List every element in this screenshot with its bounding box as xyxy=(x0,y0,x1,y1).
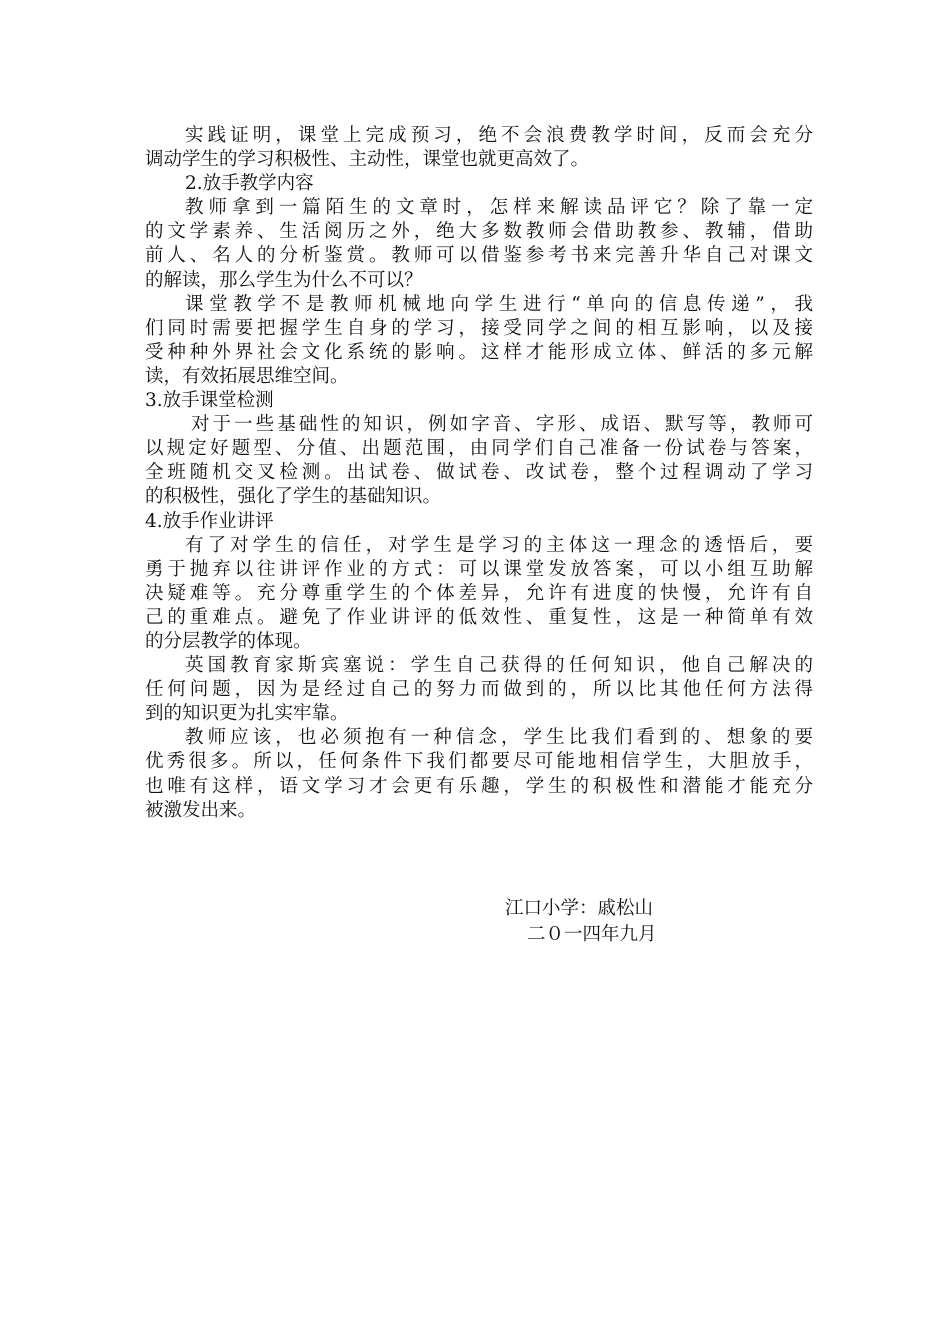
paragraph-line: 的分层教学的体现。 xyxy=(145,630,312,652)
paragraph-line: 也唯有这样，语文学习才会更有乐趣，学生的积极性和潜能才能充分 xyxy=(145,775,813,797)
paragraph-line: 们同时需要把握学生自身的学习，接受同学之间的相互影响，以及接 xyxy=(145,317,813,339)
paragraph-line: 己的重难点。避免了作业讲评的低效性、重复性，这是一种简单有效 xyxy=(145,606,813,628)
paragraph-line: 读，有效拓展思维空间。 xyxy=(145,365,349,387)
section-heading-4: 4.放手作业讲评 xyxy=(145,510,274,532)
paragraph-line: 任何问题，因为是经过自己的努力而做到的，所以比其他任何方法得 xyxy=(145,679,813,701)
signature-date: 二０一四年九月 xyxy=(527,924,657,945)
paragraph-line: 对于一些基础性的知识，例如字音、字形、成语、默写等，教师可 xyxy=(191,414,813,436)
paragraph-line: 决疑难等。充分尊重学生的个体差异，允许有进度的快慢，允许有自 xyxy=(145,582,813,604)
paragraph-line: 以规定好题型、分值、出题范围，由同学们自己准备一份试卷与答案， xyxy=(145,438,813,460)
paragraph-line: 的积极性，强化了学生的基础知识。 xyxy=(145,486,442,508)
paragraph-line: 到的知识更为扎实牢靠。 xyxy=(145,703,349,725)
signature-block xyxy=(505,896,705,948)
section-heading-3: 3.放手课堂检测 xyxy=(145,390,274,412)
paragraph-line: 课堂教学不是教师机械地向学生进行“单向的信息传递”，我 xyxy=(185,293,813,315)
paragraph-line: 实践证明，课堂上完成预习，绝不会浪费教学时间，反而会充分 xyxy=(185,125,813,146)
paragraph-line: 前人、名人的分析鉴赏。教师可以借鉴参考书来完善升华自己对课文 xyxy=(145,245,813,267)
paragraph-line: 教师应该，也必须抱有一种信念，学生比我们看到的、想象的要 xyxy=(185,727,813,749)
paragraph-line: 的文学素养、生活阅历之外，绝大多数教师会借助教参、教辅，借助 xyxy=(145,221,813,243)
document-body xyxy=(145,124,813,823)
signature-author: 江口小学：戚松山 xyxy=(505,898,654,919)
paragraph-line: 有了对学生的信任，对学生是学习的主体这一理念的透悟后，要 xyxy=(185,534,813,556)
paragraph-line: 教师拿到一篇陌生的文章时，怎样来解读品评它？除了靠一定 xyxy=(185,197,813,219)
paragraph-line: 全班随机交叉检测。出试卷、做试卷、改试卷，整个过程调动了学习 xyxy=(145,462,813,484)
paragraph-line: 的解读，那么学生为什么不可以？ xyxy=(145,269,423,291)
section-heading-2: 2.放手教学内容 xyxy=(185,173,314,195)
paragraph-line: 受种种外界社会文化系统的影响。这样才能形成立体、鲜活的多元解 xyxy=(145,341,813,363)
paragraph-line: 优秀很多。所以，任何条件下我们都要尽可能地相信学生，大胆放手， xyxy=(145,751,813,773)
paragraph-line: 勇于抛弃以往讲评作业的方式：可以课堂发放答案，可以小组互助解 xyxy=(145,558,813,580)
paragraph-line: 英国教育家斯宾塞说：学生自己获得的任何知识，他自己解决的 xyxy=(185,655,813,677)
paragraph-line: 被激发出来。 xyxy=(145,799,257,821)
paragraph-line: 调动学生的学习积极性、主动性，课堂也就更高效了。 xyxy=(145,149,590,171)
